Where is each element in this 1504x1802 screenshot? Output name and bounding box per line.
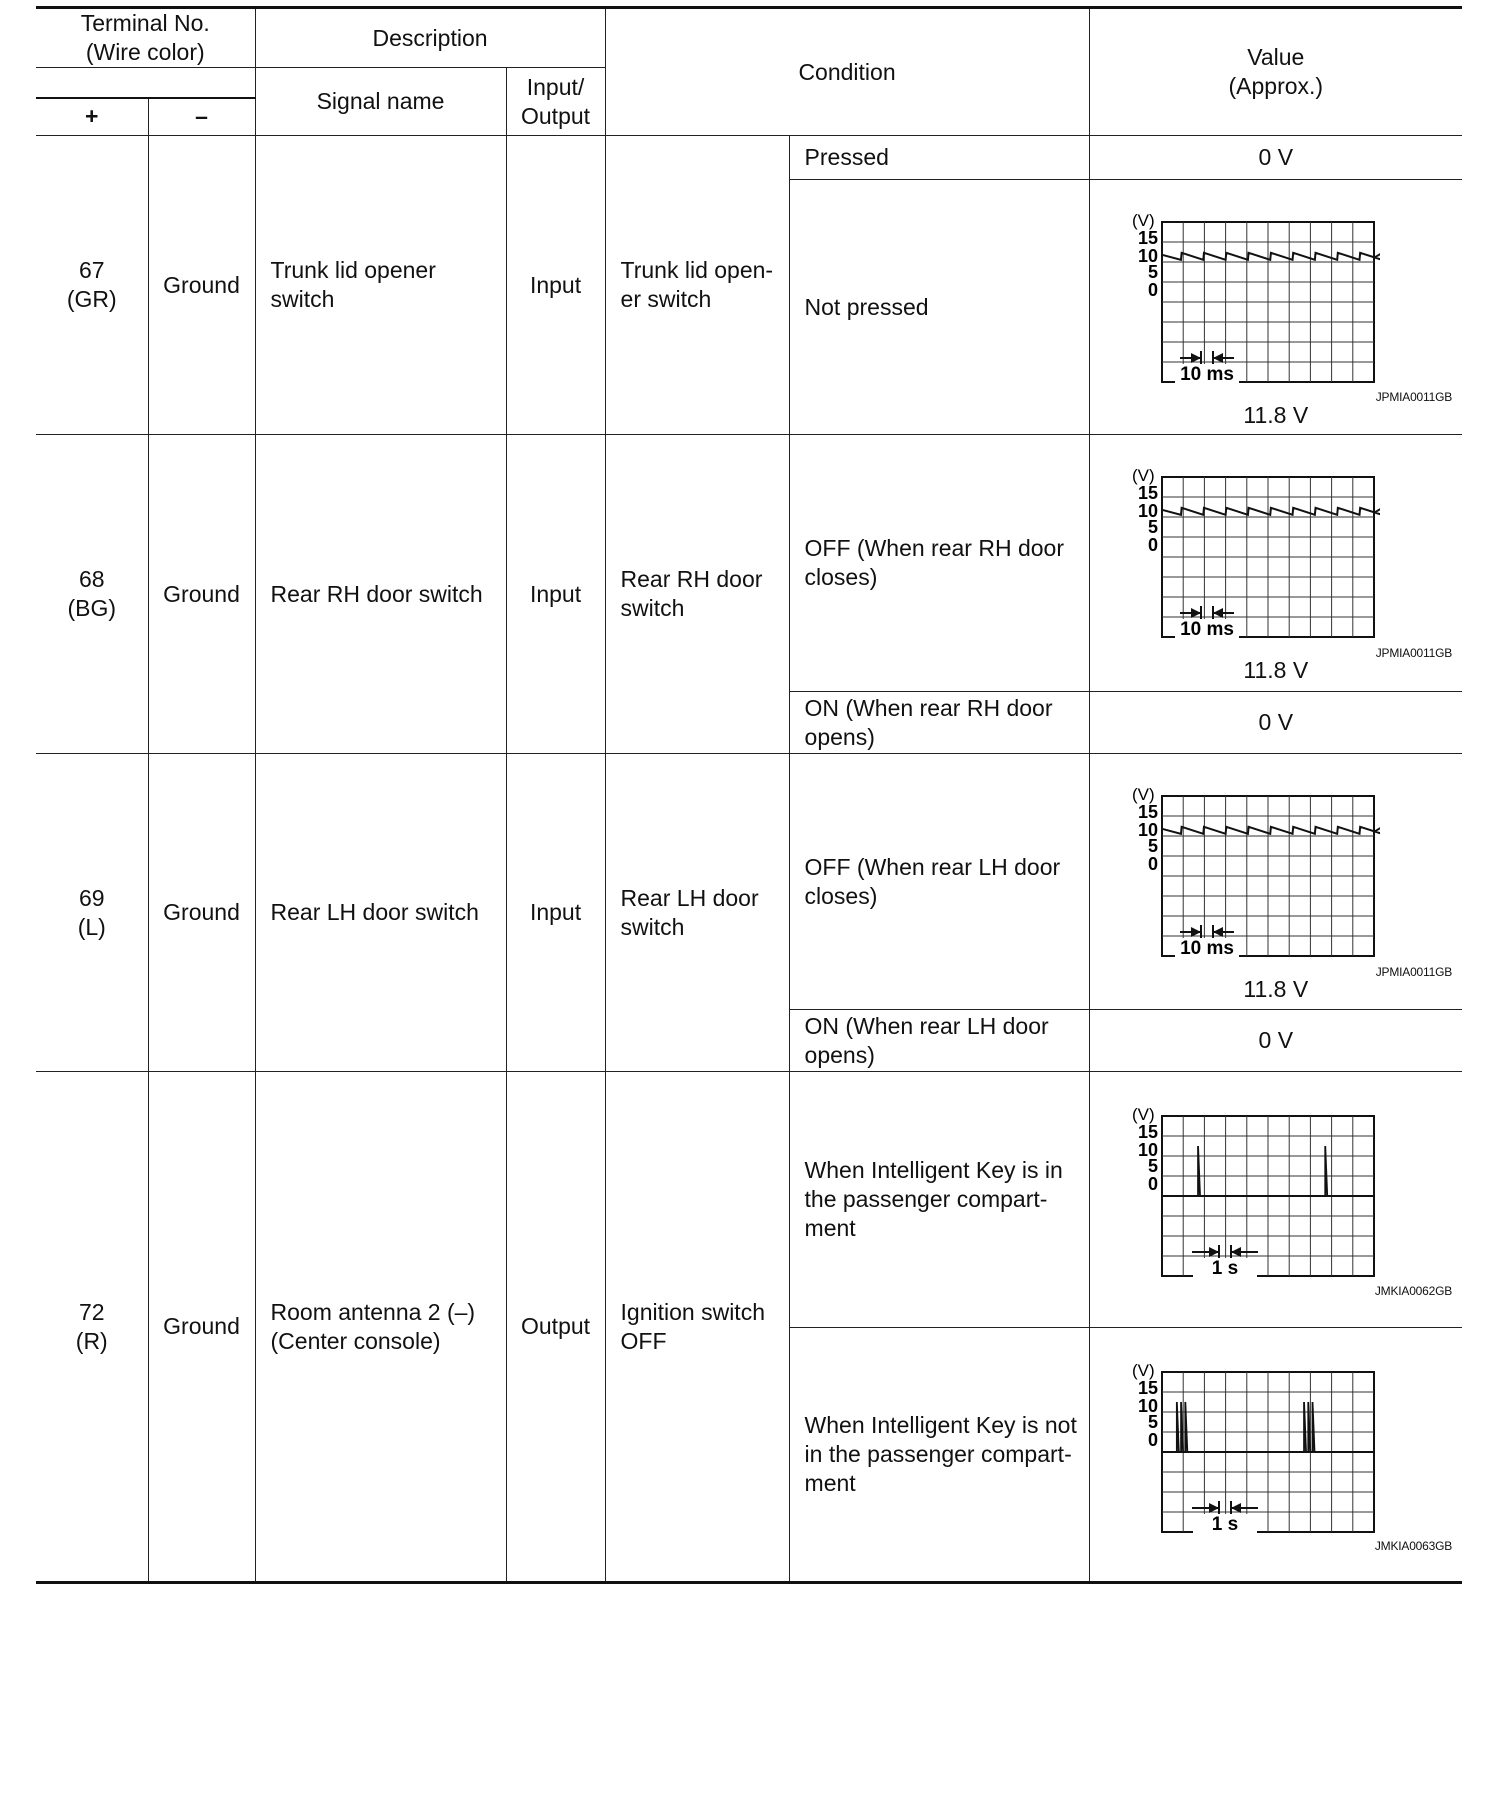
signal-name: [255, 754, 506, 1072]
scope-svg: [1130, 1364, 1380, 1540]
terminal-table: [36, 6, 1462, 1584]
state-line: in the passenger compart-: [804, 1441, 1072, 1467]
signal-line-2: (Center console): [270, 1327, 441, 1354]
wire-color: (GR): [66, 286, 117, 312]
terminal-minus: Ground: [148, 1072, 255, 1583]
figure-code: JMKIA0063GB: [1374, 1539, 1453, 1553]
terminal-plus-68: [36, 435, 148, 754]
state-line: closes): [804, 564, 878, 590]
input-output-header: [506, 68, 605, 136]
axis-tick-label: 15: [1137, 228, 1158, 248]
axis-tick-label: 10: [1137, 1140, 1158, 1160]
scope-svg: [1130, 469, 1380, 645]
axis-tick-label: 10: [1137, 246, 1158, 266]
axis-tick-label: 0: [1147, 280, 1158, 300]
state-line: the passenger compart-: [804, 1186, 1048, 1212]
terminal-plus-72: [36, 1072, 148, 1583]
value: 0 V: [1089, 692, 1462, 754]
scope-svg: [1130, 214, 1380, 390]
axis-unit: (V): [1131, 214, 1155, 230]
description-header: Description: [255, 8, 605, 68]
terminal-plus-67: [36, 136, 148, 435]
state-line: ON (When rear LH door: [804, 1012, 1049, 1039]
signal-line-1: Trunk lid opener: [270, 257, 436, 283]
oscilloscope-waveform: [1130, 214, 1380, 390]
condition-line-2: er switch: [620, 286, 712, 312]
axis-tick-label: 15: [1137, 1122, 1158, 1142]
state-line: ON (When rear RH door: [804, 694, 1053, 721]
state: [789, 754, 1089, 1010]
time-scale-label: 10 ms: [1179, 619, 1234, 640]
state-line: opens): [804, 1041, 875, 1068]
state-line: Not pressed: [804, 293, 929, 320]
oscilloscope-waveform: [1130, 1108, 1380, 1284]
axis-tick-label: 0: [1147, 854, 1158, 874]
condition: [605, 754, 789, 1072]
terminal-minus: Ground: [148, 136, 255, 435]
state: [789, 180, 1089, 435]
state-line: When Intelligent Key is in: [804, 1157, 1063, 1183]
value-label: Value: [1247, 44, 1305, 70]
value-text: 11.8 V: [1243, 976, 1309, 1002]
signal-trace: [1162, 827, 1380, 834]
terminal-minus: Ground: [148, 435, 255, 754]
axis-tick-label: 0: [1147, 1430, 1158, 1450]
wire-color-label: (Wire color): [85, 39, 205, 65]
condition-line-2: switch: [620, 913, 685, 940]
value-text: 11.8 V: [1243, 402, 1309, 428]
state-line: opens): [804, 723, 875, 750]
terminal-number: 69: [78, 884, 105, 911]
figure-code: JPMIA0011GB: [1375, 390, 1453, 404]
state-line: OFF (When rear LH door: [804, 853, 1061, 880]
condition: [605, 435, 789, 754]
condition-line-1: Ignition switch: [620, 1298, 765, 1325]
minus-header: –: [148, 98, 255, 136]
input-output: Input: [506, 136, 605, 435]
condition-line-1: Rear LH door: [620, 884, 759, 911]
signal-line-1: Room antenna 2 (–): [270, 1298, 476, 1325]
axis-tick-label: 5: [1147, 1156, 1158, 1176]
axis-tick-label: 10: [1137, 820, 1158, 840]
value-header: [1089, 8, 1462, 136]
condition-line-1: Rear RH door: [620, 566, 763, 592]
scope-svg: [1130, 1108, 1380, 1284]
signal-trace: [1162, 508, 1380, 515]
input-output: Output: [506, 1072, 605, 1583]
terminal-minus: Ground: [148, 754, 255, 1072]
time-scale-label: 10 ms: [1179, 364, 1234, 385]
terminal-no-label: Terminal No.: [80, 10, 210, 36]
axis-tick-label: 15: [1137, 1378, 1158, 1398]
scope-svg: [1130, 788, 1380, 964]
terminal-plus-69: [36, 754, 148, 1072]
signal-trace: [1162, 253, 1380, 260]
value-waveform-cell: [1089, 754, 1462, 1010]
axis-tick-label: 5: [1147, 836, 1158, 856]
wire-color: (R): [75, 1327, 108, 1354]
figure-code: JMKIA0062GB: [1374, 1284, 1453, 1298]
state-line: ment: [804, 1470, 856, 1496]
axis-tick-label: 10: [1137, 1396, 1158, 1416]
condition-line-1: Trunk lid open-: [620, 257, 774, 283]
terminal-number: 68: [78, 566, 105, 592]
axis-tick-label: 5: [1147, 517, 1158, 537]
state: [789, 692, 1089, 754]
condition: [605, 1072, 789, 1583]
terminal-number: 72: [78, 1298, 105, 1325]
value-waveform-cell: [1089, 1328, 1462, 1583]
state-line: Pressed: [804, 144, 889, 170]
axis-unit: (V): [1131, 788, 1155, 804]
axis-tick-label: 15: [1137, 483, 1158, 503]
signal-line-1: Rear RH door switch: [270, 580, 483, 607]
wire-color: (L): [77, 913, 106, 940]
state: [789, 1010, 1089, 1072]
axis-tick-label: 0: [1147, 1174, 1158, 1194]
value: 0 V: [1089, 136, 1462, 180]
signal-name: [255, 1072, 506, 1583]
state: [789, 1328, 1089, 1583]
signal-line-1: Rear LH door switch: [270, 899, 479, 925]
oscilloscope-waveform: [1130, 1364, 1380, 1540]
signal-name-header: Signal name: [255, 68, 506, 136]
state-line: When Intelligent Key is not: [804, 1412, 1077, 1438]
axis-tick-label: 0: [1147, 535, 1158, 555]
approx-label: (Approx.): [1228, 73, 1324, 99]
value-waveform-cell: [1089, 435, 1462, 692]
condition-line-2: switch: [620, 595, 685, 621]
state: [789, 435, 1089, 692]
oscilloscope-waveform: [1130, 469, 1380, 645]
signal-line-2: switch: [270, 286, 335, 312]
input-output-label-1: Input/: [526, 73, 585, 100]
axis-unit: (V): [1131, 1364, 1155, 1380]
axis-tick-label: 15: [1137, 802, 1158, 822]
state: [789, 136, 1089, 180]
input-output-label-2: Output: [521, 102, 591, 129]
condition: [605, 136, 789, 435]
state-line: closes): [804, 882, 878, 909]
state-line: OFF (When rear RH door: [804, 535, 1064, 561]
state: [789, 1072, 1089, 1328]
axis-tick-label: 5: [1147, 1412, 1158, 1432]
condition-line-2: OFF: [620, 1327, 667, 1354]
axis-unit: (V): [1131, 1108, 1155, 1124]
time-scale-label: 1 s: [1211, 1258, 1238, 1279]
input-output: Input: [506, 435, 605, 754]
signal-name: [255, 435, 506, 754]
value-waveform-cell: [1089, 1072, 1462, 1328]
value-text: 11.8 V: [1243, 657, 1309, 683]
figure-code: JPMIA0011GB: [1375, 646, 1453, 660]
wire-color: (BG): [67, 595, 117, 621]
state-line: ment: [804, 1215, 856, 1241]
terminal-number: 67: [78, 257, 105, 283]
axis-unit: (V): [1131, 469, 1155, 485]
axis-tick-label: 5: [1147, 262, 1158, 282]
time-scale-label: 10 ms: [1179, 938, 1234, 959]
figure-code: JPMIA0011GB: [1375, 965, 1453, 979]
input-output: Input: [506, 754, 605, 1072]
plus-header: +: [36, 98, 148, 136]
signal-name: [255, 136, 506, 435]
oscilloscope-waveform: [1130, 788, 1380, 964]
condition-header: Condition: [605, 8, 1089, 136]
value-waveform-cell: [1089, 180, 1462, 435]
time-scale-label: 1 s: [1211, 1514, 1238, 1535]
terminal-table-page: [36, 6, 1462, 1584]
value: 0 V: [1089, 1010, 1462, 1072]
terminal-no-header: [36, 8, 255, 68]
axis-tick-label: 10: [1137, 501, 1158, 521]
